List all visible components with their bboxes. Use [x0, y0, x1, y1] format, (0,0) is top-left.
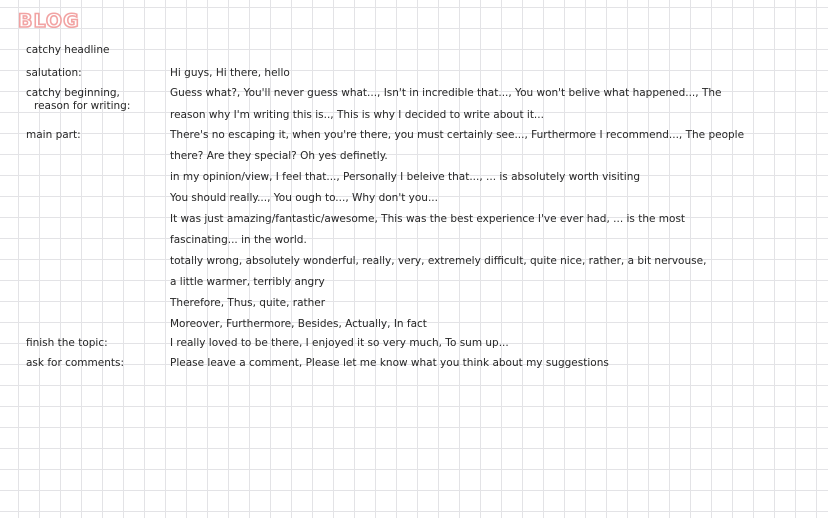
label-ask-for-comments: ask for comments:: [26, 357, 124, 369]
line-main-5: It was just amazing/fantastic/awesome, This was the best experience I've ever had, ... is the most: [170, 213, 686, 225]
line-comments: Please leave a comment, Please let me know what you think about my suggestions: [170, 357, 609, 369]
label-main-part: main part:: [26, 129, 81, 141]
line-main-4: You should really..., You ough to..., Why don't you...: [170, 192, 438, 204]
label-catchy-beginning: catchy beginning,: [26, 87, 120, 99]
line-beginning-2: reason why I'm writing this is.., This is why I decided to write about it...: [170, 109, 544, 121]
line-main-8: a little warmer, terribly angry: [170, 276, 325, 288]
line-beginning-1: Guess what?, You'll never guess what..., Isn't in incredible that..., You won't belive what happened..., The: [170, 87, 722, 99]
line-main-3: in my opinion/view, I feel that..., Personally I beleive that..., ... is absolutely worth visiting: [170, 171, 641, 183]
line-main-1: There's no escaping it, when you're there, you must certainly see..., Furthermore I recommend..., The people: [170, 129, 745, 141]
line-main-9: Therefore, Thus, quite, rather: [170, 297, 326, 309]
line-main-7: totally wrong, absolutely wonderful, really, very, extremely difficult, quite nice, rather, a bit nervouse,: [170, 255, 707, 267]
line-finish: I really loved to be there, I enjoyed it so very much, To sum up...: [170, 337, 509, 349]
label-salutation: salutation:: [26, 67, 82, 79]
page-title: BLOG: [18, 10, 80, 32]
line-main-10: Moreover, Furthermore, Besides, Actually, In fact: [170, 318, 427, 330]
label-reason-for-writing: reason for writing:: [34, 100, 131, 112]
label-finish-topic: finish the topic:: [26, 337, 108, 349]
line-main-2: there? Are they special? Oh yes definetly.: [170, 150, 388, 162]
label-catchy-headline: catchy headline: [26, 44, 110, 56]
line-main-6: fascinating... in the world.: [170, 234, 307, 246]
line-salutation: Hi guys, Hi there, hello: [170, 67, 290, 79]
